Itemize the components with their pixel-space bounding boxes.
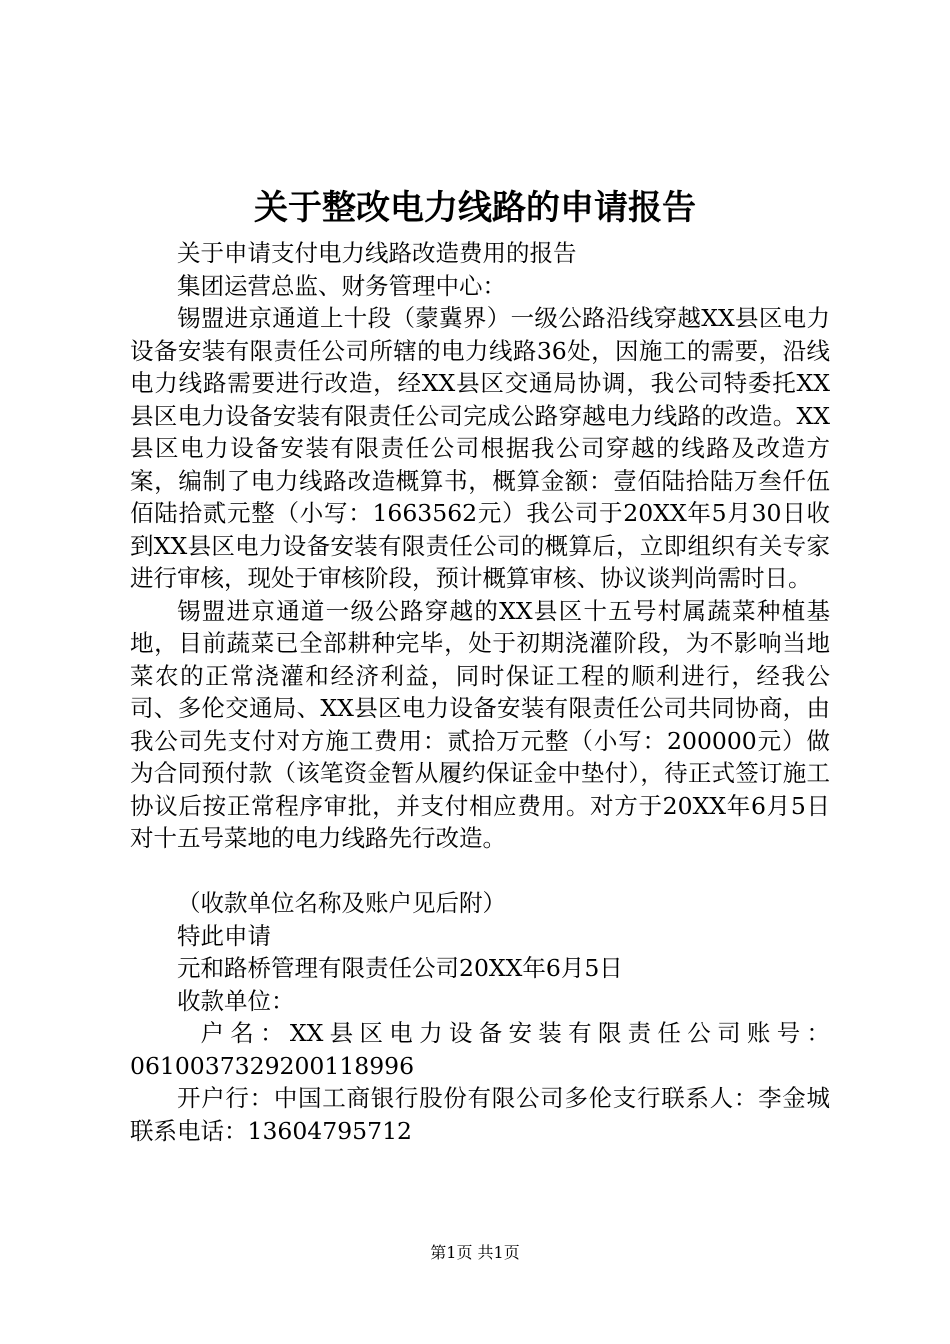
report-subtitle: 关于申请支付电力线路改造费用的报告 bbox=[177, 239, 577, 267]
paragraph-2: 锡盟进京通道一级公路穿越的XX县区十五号村属蔬菜种植基地，目前蔬菜已全部耕种完毕，处于初期浇灌阶段，为不影响当地菜农的正常浇灌和经济利益，同时保证工程的顺利进行，经我公司、多伦交通局、XX县区电力设备安装有限责任公司共同协商，由我公司先支付对方施工费用：贰拾万元整（小写：200000元）做为合同预付款（该笔资金暂从履约保证金中垫付），待正式签订施工协议后按正常程序审批，并支付相应费用。对方于20XX年6月5日对十五号菜地的电力线路先行改造。 bbox=[130, 596, 830, 852]
bank-line: 开户行：中国工商银行股份有限公司多伦支行联系人：李金城联系电话：13604795712 bbox=[130, 1084, 830, 1145]
page-footer: 第1页 共1页 bbox=[430, 1243, 520, 1262]
signature-line: 元和路桥管理有限责任公司20XX年6月5日 bbox=[177, 954, 623, 982]
account-note: （收款单位名称及账户见后附） bbox=[177, 889, 506, 917]
salutation: 集团运营总监、财务管理中心： bbox=[177, 271, 506, 300]
closing-line: 特此申请 bbox=[177, 921, 271, 950]
document-title: 关于整改电力线路的申请报告 bbox=[254, 188, 696, 228]
paragraph-1: 锡盟进京通道上十段（蒙冀界）一级公路沿线穿越XX县区电力设备安装有限责任公司所辖的电力线路36处，因施工的需要，沿线电力线路需要进行改造，经XX县区交通局协调，我公司特委托XX县区电力设备安装有限责任公司完成公路穿越电力线路的改造。XX县区电力设备安装有限责任公司根据我公司穿越的线路及改造方案，编制了电力线路改造概算书，概算金额：壹佰陆拾陆万叁仟伍佰陆拾贰元整（小写：1663562元）我公司于20XX年5月30日收到XX县区电力设备安装有限责任公司的概算后，立即组织有关专家进行审核，现处于审核阶段，预计概算审核、协议谈判尚需时日。 bbox=[130, 304, 830, 592]
account-name-line: 户名：XX县区电力设备安装有限责任公司账号：0610037329200118996 bbox=[130, 1019, 830, 1080]
document-body bbox=[130, 237, 830, 1147]
payee-label: 收款单位： bbox=[177, 986, 295, 1015]
paragraph-gap bbox=[130, 855, 830, 888]
